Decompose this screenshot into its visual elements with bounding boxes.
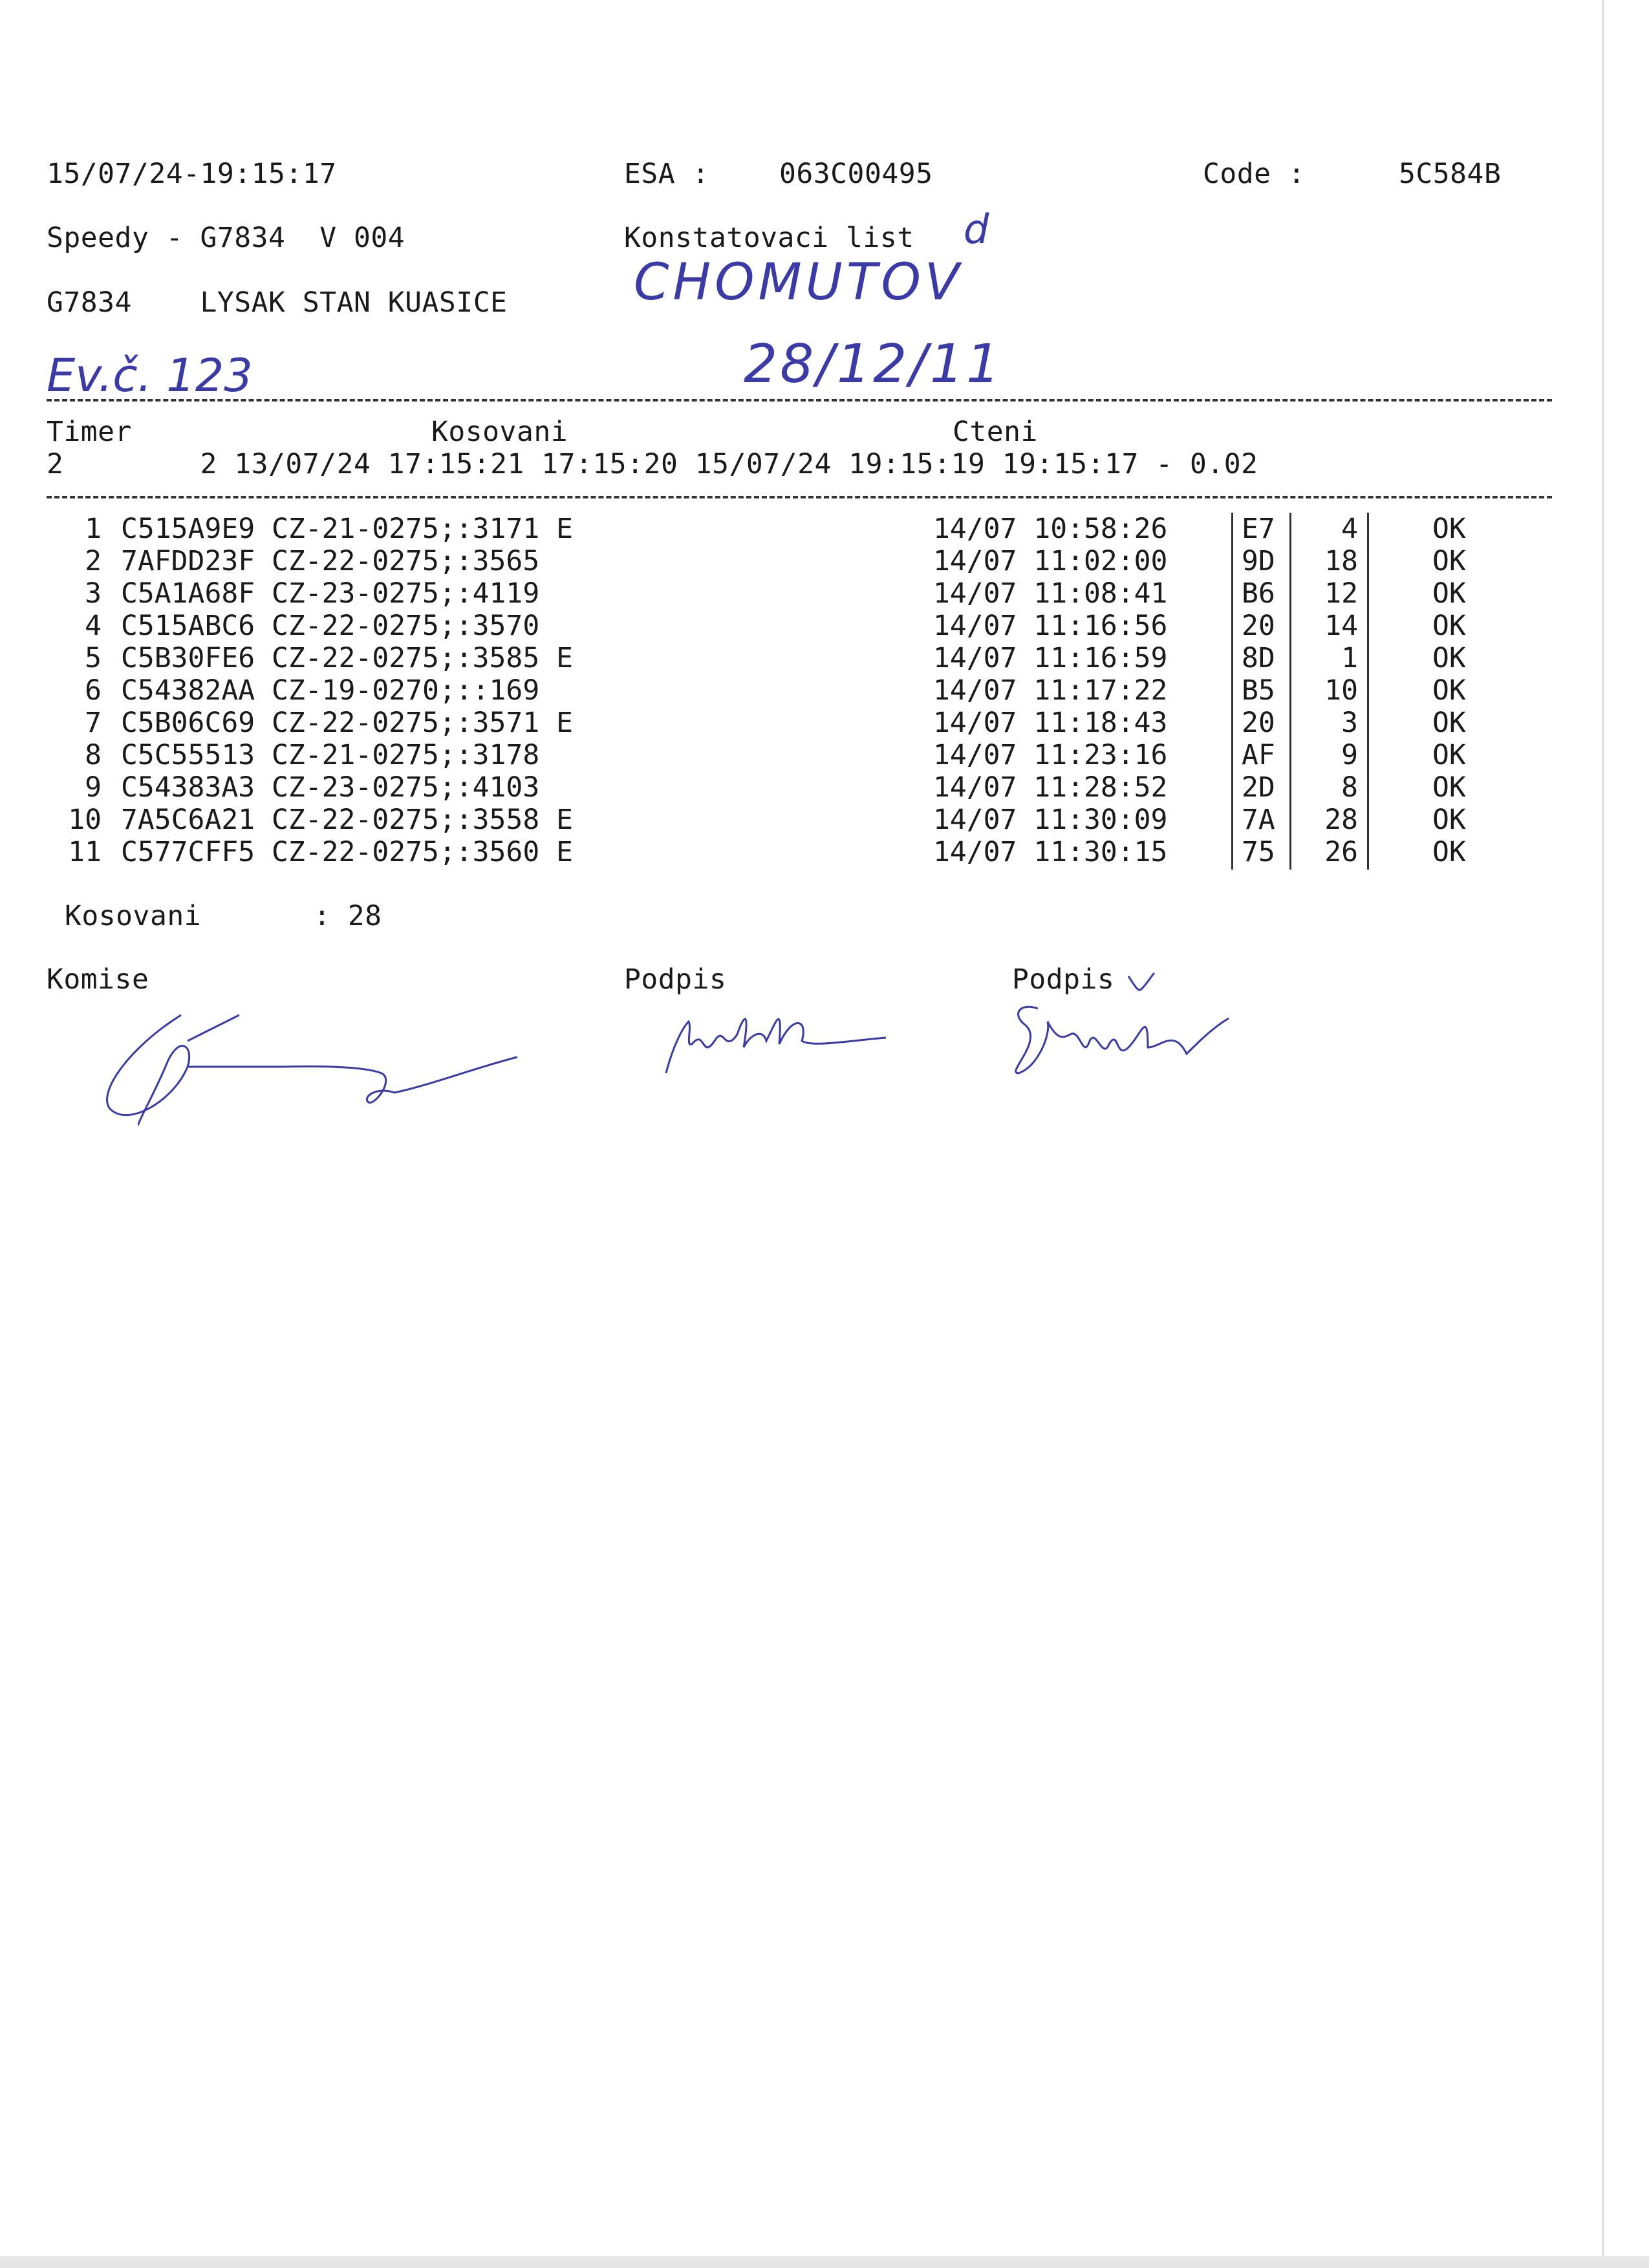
row-time: 14/07 11:02:00	[933, 545, 1168, 577]
row-ring: C5A1A68F CZ-23-0275;:4119	[121, 577, 540, 610]
table-row	[0, 642, 1552, 674]
row-time: 14/07 11:23:16	[933, 739, 1168, 771]
row-hex: E7	[1242, 513, 1275, 545]
handwritten-mark: d	[964, 206, 989, 253]
row-number: 2	[85, 545, 102, 577]
row-number: 3	[85, 577, 102, 610]
row-number: 7	[85, 707, 102, 739]
row-time: 14/07 11:16:56	[933, 610, 1168, 642]
row-hex: 20	[1242, 707, 1275, 739]
column-separator	[1231, 513, 1233, 870]
row-hex: 8D	[1242, 642, 1275, 674]
row-status: OK	[1432, 545, 1466, 577]
row-count: 10	[1324, 674, 1358, 707]
row-status: OK	[1432, 642, 1466, 674]
row-time: 14/07 11:28:52	[933, 771, 1168, 804]
esa-label: ESA :	[624, 158, 709, 190]
row-hex: 2D	[1242, 771, 1275, 804]
row-ring: 7AFDD23F CZ-22-0275;:3565	[121, 545, 540, 577]
row-hex: AF	[1242, 739, 1275, 771]
row-hex: 7A	[1242, 804, 1275, 836]
row-time: 14/07 11:17:22	[933, 674, 1168, 707]
row-ring: C5C55513 CZ-21-0275;:3178	[121, 739, 540, 771]
column-separator	[1367, 513, 1369, 870]
row-ring: 7A5C6A21 CZ-22-0275;:3558 E	[121, 804, 573, 836]
row-count: 12	[1324, 577, 1358, 610]
table-row	[0, 545, 1552, 577]
row-number: 8	[85, 739, 102, 771]
row-count: 28	[1324, 804, 1358, 836]
row-status: OK	[1432, 707, 1466, 739]
row-count: 14	[1324, 610, 1358, 642]
code-label: Code :	[1203, 158, 1306, 190]
row-number: 10	[68, 804, 102, 836]
row-count: 18	[1324, 545, 1358, 577]
timer-label: Timer	[47, 416, 132, 448]
komise-signature	[91, 996, 543, 1144]
timer-line: 2 2 13/07/24 17:15:21 17:15:20 15/07/24 19:15:19 19:15:17 - 0.02	[47, 448, 1258, 480]
row-ring: C515ABC6 CZ-22-0275;:3570	[121, 610, 540, 642]
table-row	[0, 707, 1552, 739]
table-row	[0, 804, 1552, 836]
row-number: 5	[85, 642, 102, 674]
handwritten-city: CHOMUTOV	[634, 253, 964, 312]
table-row	[0, 836, 1552, 868]
row-hex: 9D	[1242, 545, 1275, 577]
row-number: 11	[68, 836, 102, 868]
table-row	[0, 739, 1552, 771]
column-separator	[1289, 513, 1291, 870]
row-status: OK	[1432, 577, 1466, 610]
scan-edge-bottom	[0, 2256, 1649, 2268]
row-ring: C515A9E9 CZ-21-0275;:3171 E	[121, 513, 573, 545]
summary-kosovani-value: : 28	[314, 900, 382, 932]
header-datetime: 15/07/24-19:15:17	[47, 158, 337, 190]
row-hex: B5	[1242, 674, 1275, 707]
row-status: OK	[1432, 804, 1466, 836]
row-number: 9	[85, 771, 102, 804]
row-ring: C577CFF5 CZ-22-0275;:3560 E	[121, 836, 573, 868]
row-hex: 20	[1242, 610, 1275, 642]
row-hex: 75	[1242, 836, 1275, 868]
owner-line: G7834 LYSAK STAN KUASICE	[47, 286, 508, 319]
esa-value: 063C00495	[779, 158, 933, 190]
row-status: OK	[1432, 674, 1466, 707]
komise-label: Komise	[47, 963, 149, 996]
row-time: 14/07 11:18:43	[933, 707, 1168, 739]
summary-kosovani-label: Kosovani	[65, 900, 202, 932]
table-row	[0, 610, 1552, 642]
podpis-signature-1	[653, 989, 912, 1093]
podpis-signature-2	[999, 963, 1258, 1093]
row-status: OK	[1432, 836, 1466, 868]
kosovani-header-label: Kosovani	[431, 416, 568, 448]
row-time: 14/07 11:30:09	[933, 804, 1168, 836]
handwritten-date: 28/12/11	[744, 334, 1003, 395]
table-row	[0, 674, 1552, 707]
row-status: OK	[1432, 610, 1466, 642]
document-title: Konstatovaci list	[624, 222, 914, 254]
row-ring: C5B06C69 CZ-22-0275;:3571 E	[121, 707, 573, 739]
row-status: OK	[1432, 513, 1466, 545]
code-value: 5C584B	[1399, 158, 1502, 190]
row-ring: C5B30FE6 CZ-22-0275;:3585 E	[121, 642, 573, 674]
row-number: 1	[85, 513, 102, 545]
row-count: 8	[1341, 771, 1358, 804]
scan-edge-right	[1602, 0, 1604, 2268]
row-count: 26	[1324, 836, 1358, 868]
podpis-label-1: Podpis	[624, 963, 727, 996]
row-time: 14/07 11:30:15	[933, 836, 1168, 868]
row-time: 14/07 11:08:41	[933, 577, 1168, 610]
row-time: 14/07 10:58:26	[933, 513, 1168, 545]
device-line: Speedy - G7834 V 004	[47, 222, 405, 254]
dashed-divider-middle	[47, 496, 1552, 498]
cteni-label: Cteni	[953, 416, 1038, 448]
table-row	[0, 513, 1552, 545]
dashed-divider-top	[47, 399, 1552, 401]
handwritten-reg-number: Ev.č. 123	[47, 349, 253, 402]
row-number: 6	[85, 674, 102, 707]
row-count: 1	[1341, 642, 1358, 674]
table-row	[0, 577, 1552, 610]
row-ring: C54383A3 CZ-23-0275;:4103	[121, 771, 540, 804]
row-hex: B6	[1242, 577, 1275, 610]
podpis-label-2: Podpis	[1012, 963, 1115, 996]
row-status: OK	[1432, 771, 1466, 804]
row-status: OK	[1432, 739, 1466, 771]
row-number: 4	[85, 610, 102, 642]
row-count: 3	[1341, 707, 1358, 739]
row-count: 4	[1341, 513, 1358, 545]
row-count: 9	[1341, 739, 1358, 771]
row-ring: C54382AA CZ-19-0270;::169	[121, 674, 540, 707]
row-time: 14/07 11:16:59	[933, 642, 1168, 674]
table-row	[0, 771, 1552, 804]
